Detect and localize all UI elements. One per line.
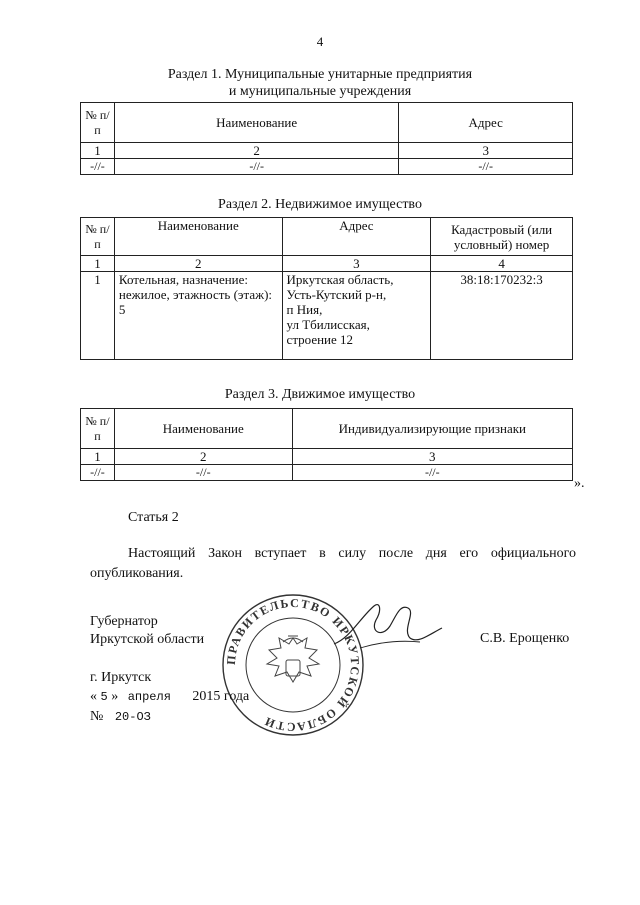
table-cell: -//-	[114, 159, 398, 175]
number-cell: 1	[81, 143, 115, 159]
table-row	[81, 272, 573, 360]
date-year: 2015 года	[192, 689, 250, 704]
number-cell: 2	[114, 449, 292, 465]
section2-title: Раздел 2. Недвижимое имущество	[218, 197, 422, 212]
section3-title: Раздел 3. Движимое имущество	[224, 387, 416, 402]
table-number-row	[81, 143, 573, 159]
header-cell-num: № п/п	[81, 218, 115, 256]
section1-title-line1: Раздел 1. Муниципальные унитарные предприятия	[167, 67, 473, 82]
place-date-block	[90, 668, 249, 727]
date-day: 5	[100, 690, 108, 704]
table-cell: -//-	[81, 159, 115, 175]
header-cell-name: Наименование	[114, 103, 398, 143]
address-line: Иркутская область,	[286, 272, 394, 287]
signatory-name: С.В. Ерощенко	[480, 631, 570, 646]
position-line: Иркутской области	[90, 632, 205, 647]
table-cell: -//-	[114, 465, 292, 481]
quote-close: »	[111, 689, 119, 704]
table-number-row	[81, 449, 573, 465]
table-cell-cadastral: 38:18:170232:3	[431, 272, 573, 360]
table-row	[81, 465, 573, 481]
seal-text: ПРАВИТЕЛЬСТВО ИРКУТСКОЙ ОБЛАСТИ	[223, 595, 363, 735]
number-cell: 1	[81, 256, 115, 272]
number-cell: 3	[282, 256, 431, 272]
address-line: ул Тбилисская,	[286, 317, 370, 332]
section1-title-line2: и муниципальные учреждения	[228, 84, 412, 99]
table-header-row	[81, 409, 573, 449]
table-header-row	[81, 218, 573, 256]
address-line: п Ния,	[286, 302, 323, 317]
handwritten-signature	[330, 598, 450, 658]
number-cell: 3	[292, 449, 572, 465]
table-row	[81, 159, 573, 175]
table-header-row	[81, 103, 573, 143]
law-number: 20-ОЗ	[114, 710, 151, 724]
table-cell: -//-	[292, 465, 572, 481]
table-cell: -//-	[399, 159, 573, 175]
header-cell-num: № п/п	[81, 409, 115, 449]
address-line: Усть-Кутский р-н,	[286, 287, 387, 302]
header-cell-cadastral: Кадастровый (или условный) номер	[431, 218, 573, 256]
header-cell-name: Наименование	[114, 218, 282, 256]
number-cell: 4	[431, 256, 573, 272]
coat-of-arms-icon	[267, 636, 319, 682]
article-title: Статья 2	[128, 510, 179, 525]
header-cell-features: Индивидуализирующие признаки	[292, 409, 572, 449]
table-cell: -//-	[81, 465, 115, 481]
date-month: апреля	[127, 690, 171, 704]
section2-table	[80, 217, 573, 360]
table-number-row	[81, 256, 573, 272]
number-cell: 2	[114, 143, 398, 159]
table-cell-num: 1	[81, 272, 115, 360]
number-cell: 1	[81, 449, 115, 465]
closing-quote-mark: ».	[574, 476, 585, 491]
position-line: Губернатор	[90, 614, 158, 629]
law-number-line	[90, 707, 249, 727]
header-cell-num: № п/п	[81, 103, 115, 143]
section1-table	[80, 102, 573, 175]
city: г. Иркутск	[90, 670, 152, 685]
header-cell-name: Наименование	[114, 409, 292, 449]
number-cell: 2	[114, 256, 282, 272]
article-text: Настоящий Закон вступает в силу после дня его официального опубликования.	[90, 546, 576, 581]
section3-table	[80, 408, 573, 481]
header-cell-address: Адрес	[399, 103, 573, 143]
table-cell-name: Котельная, назначение: нежилое, этажность (этаж): 5	[114, 272, 282, 360]
number-sign: №	[90, 709, 104, 724]
address-line: строение 12	[286, 332, 354, 347]
header-cell-address: Адрес	[282, 218, 431, 256]
page-number: 4	[316, 34, 324, 49]
number-cell: 3	[399, 143, 573, 159]
signatory-position	[90, 613, 204, 649]
quote-open: «	[90, 689, 97, 704]
date-line	[90, 687, 249, 707]
table-cell-address	[282, 272, 431, 360]
